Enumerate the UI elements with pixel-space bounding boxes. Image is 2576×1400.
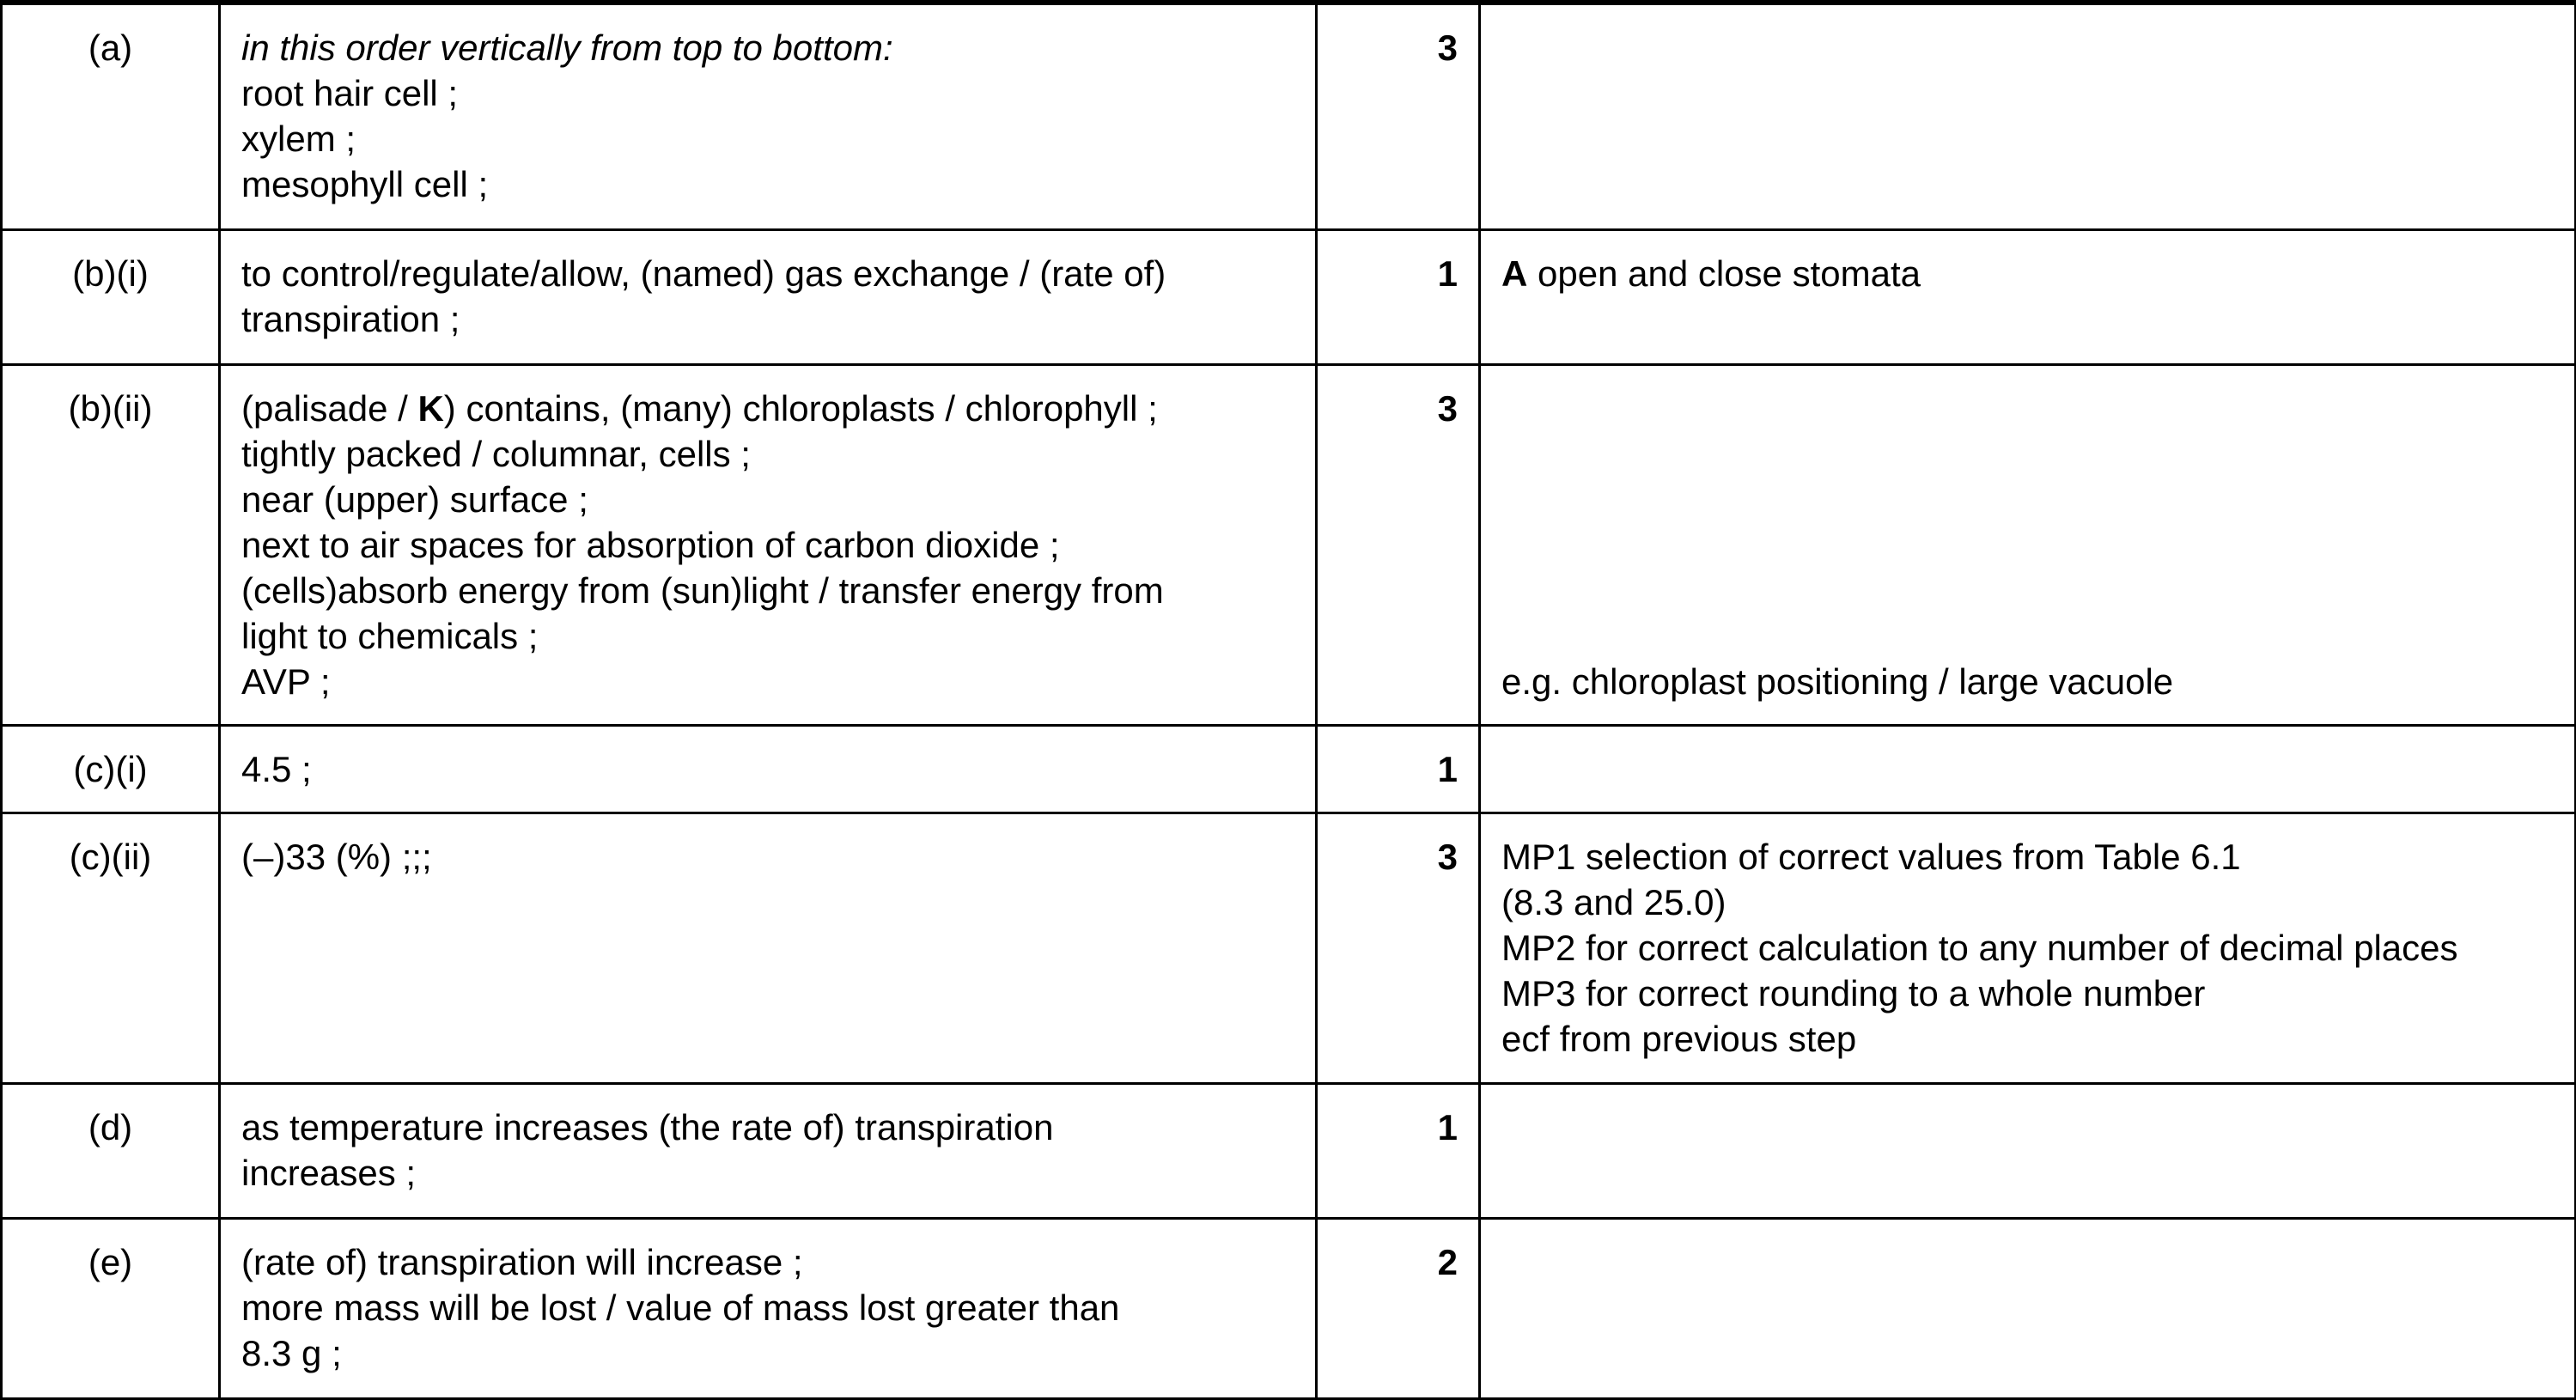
answer-line: (palisade / K) contains, (many) chloroplasts / chlorophyll ;: [241, 388, 1158, 429]
answer-line: (rate of) transpiration will increase ;: [241, 1242, 803, 1282]
guidance-cell: [1480, 365, 2576, 726]
answer-line: near (upper) surface ;: [241, 479, 588, 520]
question-number: (e): [2, 1219, 220, 1399]
table-row: [2, 4, 2576, 230]
guidance-note: e.g. chloroplast positioning / large vacuole: [1501, 661, 2174, 702]
guidance-cell: [1480, 1219, 2576, 1399]
question-number: (c)(ii): [2, 813, 220, 1084]
answer-cell: [220, 726, 1317, 813]
answer-line: root hair cell ;: [241, 73, 459, 113]
table-row: [2, 230, 2576, 365]
marks-cell: 3: [1317, 365, 1480, 726]
marks-cell: 3: [1317, 813, 1480, 1084]
answer-line: (cells)absorb energy from (sun)light / transfer energy from: [241, 570, 1164, 611]
answer-cell: [220, 1219, 1317, 1399]
question-number: (b)(ii): [2, 365, 220, 726]
guidance-line: MP2 for correct calculation to any number of decimal places: [1501, 928, 2458, 968]
answer-cell: [220, 4, 1317, 230]
answer-line: transpiration ;: [241, 299, 460, 339]
answer-line: as temperature increases (the rate of) transpiration: [241, 1107, 1054, 1147]
marks-cell: 1: [1317, 726, 1480, 813]
table-row: [2, 1219, 2576, 1399]
table-row: [2, 1084, 2576, 1219]
answer-line: to control/regulate/allow, (named) gas exchange / (rate of): [241, 253, 1166, 294]
answer-line: AVP ;: [241, 661, 331, 702]
answer-cell: [220, 365, 1317, 726]
marks-cell: 3: [1317, 4, 1480, 230]
guidance-cell: [1480, 1084, 2576, 1219]
guidance-cell: [1480, 230, 2576, 365]
table-row: [2, 813, 2576, 1084]
marks-cell: 2: [1317, 1219, 1480, 1399]
answer-line: 4.5 ;: [241, 749, 312, 789]
guidance-cell: [1480, 813, 2576, 1084]
question-number: (a): [2, 4, 220, 230]
answer-line: mesophyll cell ;: [241, 164, 489, 204]
answer-line: more mass will be lost / value of mass lost greater than: [241, 1287, 1120, 1328]
guidance-line: ecf from previous step: [1501, 1019, 1857, 1059]
answer-line: next to air spaces for absorption of carbon dioxide ;: [241, 525, 1060, 565]
answer-line: light to chemicals ;: [241, 616, 539, 656]
answer-cell: [220, 230, 1317, 365]
answer-intro: in this order vertically from top to bottom:: [241, 27, 893, 68]
guidance-cell: [1480, 4, 2576, 230]
table-row: [2, 726, 2576, 813]
guidance-text: open and close stomata: [1538, 253, 1921, 294]
guidance-prefix: A: [1501, 253, 1528, 294]
question-number: (b)(i): [2, 230, 220, 365]
answer-bold-letter: K: [417, 388, 444, 429]
answer-line: (–)33 (%) ;;;: [241, 837, 432, 877]
guidance-line: MP3 for correct rounding to a whole number: [1501, 973, 2206, 1013]
guidance-line: MP1 selection of correct values from Table 6.1: [1501, 837, 2241, 877]
marks-cell: 1: [1317, 230, 1480, 365]
guidance-line: [1501, 251, 2554, 296]
guidance-line: (8.3 and 25.0): [1501, 882, 1726, 922]
answer-line: tightly packed / columnar, cells ;: [241, 434, 751, 474]
guidance-cell: [1480, 726, 2576, 813]
answer-line: 8.3 g ;: [241, 1333, 342, 1373]
question-number: (c)(i): [2, 726, 220, 813]
table-row: [2, 365, 2576, 726]
marks-cell: 1: [1317, 1084, 1480, 1219]
question-number: (d): [2, 1084, 220, 1219]
answer-cell: [220, 1084, 1317, 1219]
answer-line: xylem ;: [241, 119, 356, 159]
answer-line: increases ;: [241, 1153, 417, 1193]
answer-cell: [220, 813, 1317, 1084]
